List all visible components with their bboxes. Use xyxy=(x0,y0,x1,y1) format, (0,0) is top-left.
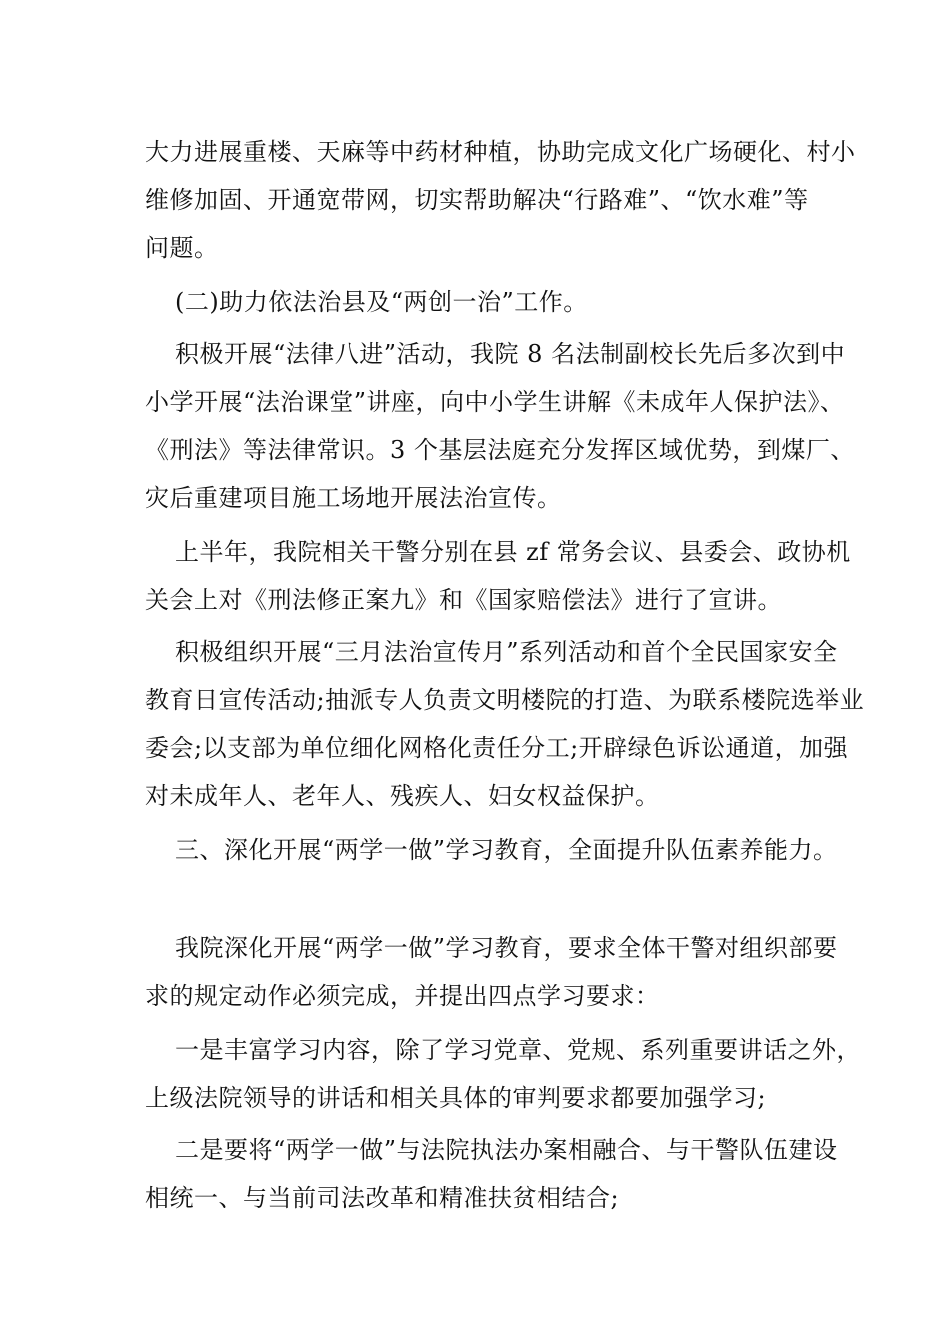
text-line: 大力进展重楼、天麻等中药材种植，协助完成文化广场硬化、村小 xyxy=(145,138,856,166)
text-line: 关会上对《刑法修正案九》和《国家赔偿法》进行了宣讲。 xyxy=(145,586,782,614)
text-line: 《刑法》等法律常识。3 个基层法庭充分发挥区域优势，到煤厂、 xyxy=(145,436,855,464)
text-line: 一是丰富学习内容，除了学习党章、党规、系列重要讲话之外， xyxy=(175,1036,861,1064)
text-line: 上级法院领导的讲话和相关具体的审判要求都要加强学习; xyxy=(145,1084,767,1112)
text-line: 委会;以支部为单位细化网格化责任分工;开辟绿色诉讼通道，加强 xyxy=(145,734,849,762)
section-heading: 三、深化开展“两学一做”学习教育，全面提升队伍素养能力。 xyxy=(175,836,838,864)
text-line: 积极组织开展“三月法治宣传月”系列活动和首个全民国家安全 xyxy=(175,638,838,666)
text-line: 维修加固、开通宽带网，切实帮助解决“行路难”、“饮水难”等 xyxy=(145,186,809,214)
text-line: 对未成年人、老年人、残疾人、妇女权益保护。 xyxy=(145,782,660,810)
section-heading: (二)助力依法治县及“两创一治”工作。 xyxy=(175,288,588,316)
text-line: 积极开展“法律八进”活动，我院 8 名法制副校长先后多次到中 xyxy=(175,340,846,368)
text-line: 小学开展“法治课堂”讲座，向中小学生讲解《未成年人保护法》、 xyxy=(145,388,845,416)
text-line: 我院深化开展“两学一做”学习教育，要求全体干警对组织部要 xyxy=(175,934,838,962)
text-line: 求的规定动作必须完成，并提出四点学习要求： xyxy=(145,982,660,1010)
text-line: 教育日宣传活动;抽派专人负责文明楼院的打造、为联系楼院选举业 xyxy=(145,686,865,714)
text-line: 相统一、与当前司法改革和精准扶贫相结合; xyxy=(145,1184,620,1212)
text-line: 问题。 xyxy=(145,234,219,262)
text-line: 上半年，我院相关干警分别在县 zf 常务会议、县委会、政协机 xyxy=(175,538,851,566)
text-line: 灾后重建项目施工场地开展法治宣传。 xyxy=(145,484,562,512)
text-line: 二是要将“两学一做”与法院执法办案相融合、与干警队伍建设 xyxy=(175,1136,838,1164)
